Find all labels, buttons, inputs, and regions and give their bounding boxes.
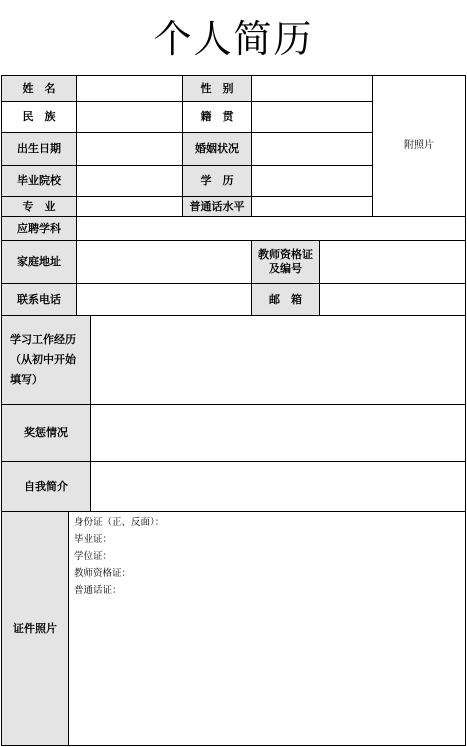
address-field[interactable] [76, 240, 252, 284]
self-intro-field[interactable] [90, 461, 466, 512]
cert-item-mandarin-cert: 普通话证： [74, 585, 122, 596]
name-field[interactable] [76, 75, 183, 102]
marital-status-field[interactable] [251, 132, 373, 166]
birth-date-field[interactable] [76, 132, 183, 166]
cert-item-teacher-cert: 教师资格证： [74, 568, 132, 579]
awards-field[interactable] [90, 404, 466, 462]
label-self-intro: 自我简介 [1, 461, 91, 512]
photo-placeholder[interactable]: 附照片 [372, 75, 466, 217]
label-marital-status: 婚姻状况 [182, 132, 252, 166]
mandarin-level-field[interactable] [251, 196, 373, 217]
label-email: 邮 箱 [251, 283, 320, 316]
label-address: 家庭地址 [1, 240, 77, 284]
study-work-field[interactable] [90, 315, 466, 405]
page-title: 个人简历 [153, 17, 314, 61]
gender-field[interactable] [251, 75, 373, 102]
native-place-field[interactable] [251, 101, 373, 133]
label-gender: 性 别 [182, 75, 252, 102]
education-field[interactable] [251, 165, 373, 197]
label-mandarin-level: 普通话水平 [182, 196, 252, 217]
teacher-cert-field[interactable] [319, 240, 466, 284]
label-school: 毕业院校 [1, 165, 77, 197]
label-phone: 联系电话 [1, 283, 77, 316]
phone-field[interactable] [76, 283, 252, 316]
label-study-work: 学习工作经历（从初中开始填写） [1, 315, 91, 405]
label-major: 专 业 [1, 196, 77, 217]
cert-item-degree: 学位证： [74, 551, 113, 562]
label-cert-photos: 证件照片 [1, 511, 69, 746]
label-subject: 应聘学科 [1, 216, 77, 241]
email-field[interactable] [319, 283, 466, 316]
label-teacher-cert: 教师资格证及编号 [251, 240, 320, 284]
label-ethnicity: 民 族 [1, 101, 77, 133]
label-native-place: 籍 贯 [182, 101, 252, 133]
label-name: 姓 名 [1, 75, 77, 102]
subject-field[interactable] [76, 216, 466, 241]
major-field[interactable] [76, 196, 183, 217]
cert-item-id-card: 身份证（正、反面）： [74, 517, 165, 528]
label-awards: 奖惩情况 [1, 404, 91, 462]
label-education: 学 历 [182, 165, 252, 197]
school-field[interactable] [76, 165, 183, 197]
cert-photos-area[interactable] [68, 511, 466, 746]
label-birth-date: 出生日期 [1, 132, 77, 166]
cert-item-diploma: 毕业证： [74, 534, 113, 545]
ethnicity-field[interactable] [76, 101, 183, 133]
